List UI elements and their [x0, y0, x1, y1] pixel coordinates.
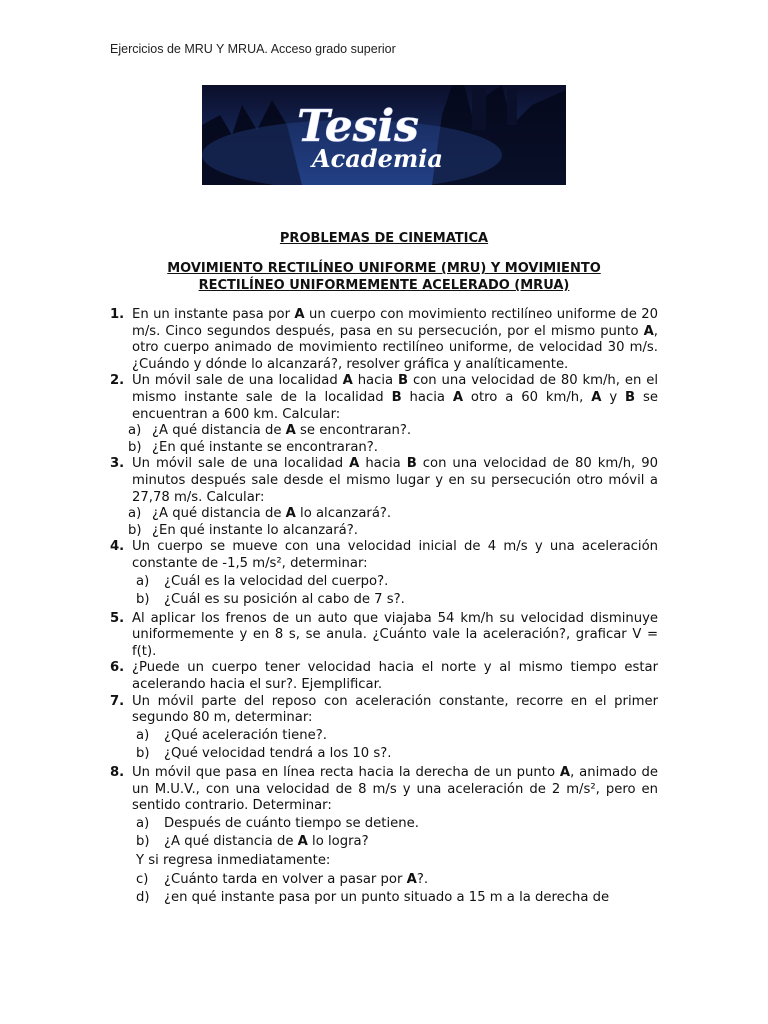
- subquestion-3a: [108, 506, 658, 523]
- subquestion-2b: [108, 440, 658, 457]
- problem-text: Al aplicar los frenos de un auto que viajaba 54 km/h su velocidad disminuye uniformemente y en 8 s, se anula. ¿Cuánto vale la aceleración?, graficar V = f(t).: [132, 610, 658, 659]
- subquestion-text: lo logra?: [307, 834, 369, 850]
- subquestion-text: ¿Cuál es su posición al cabo de 7 s?.: [164, 592, 405, 608]
- problem-8-continuation: Y si regresa inmediatamente:: [136, 853, 331, 868]
- subquestion-text: ¿Qué velocidad tendrá a los 10 s?.: [164, 746, 392, 762]
- subquestion-letter: a): [136, 573, 150, 589]
- problem-number: 2.: [110, 373, 125, 389]
- subquestion-text: ¿En qué instante lo alcanzará?.: [152, 522, 358, 538]
- problem-text: Un cuerpo se mueve con una velocidad inicial de 4 m/s y una aceleración constante de -1,5 m/s², determinar:: [132, 539, 658, 571]
- subquestion-8b: [108, 834, 658, 851]
- point-label: A: [643, 323, 654, 339]
- problem-7: [108, 694, 658, 727]
- subquestion-letter: b): [128, 522, 142, 538]
- subquestion-text: ¿Cuánto tarda en volver a pasar por: [164, 871, 407, 887]
- problem-3: [108, 456, 658, 506]
- subquestion-letter: b): [136, 592, 150, 608]
- subquestion-text: se encontraran?.: [295, 423, 412, 439]
- subquestion-letter: d): [136, 890, 150, 906]
- problem-number: 7.: [110, 693, 125, 709]
- problem-text: otro a 60 km/h,: [463, 389, 592, 405]
- problem-8: [108, 765, 658, 815]
- point-label: B: [406, 456, 417, 472]
- problem-1: [108, 307, 658, 373]
- problem-text: con una velocidad de 80 km/h, en el mismo instante sale de la localidad: [132, 373, 658, 405]
- point-label: A: [285, 506, 296, 522]
- subquestion-letter: a): [136, 727, 150, 743]
- problem-number: 8.: [110, 765, 125, 781]
- document-title: PROBLEMAS DE CINEMATICA: [279, 231, 489, 246]
- subquestion-text: lo alcanzará?.: [295, 506, 392, 522]
- point-label: B: [398, 373, 409, 389]
- problem-list: [108, 307, 658, 909]
- subquestion-text: ¿Qué aceleración tiene?.: [164, 727, 327, 743]
- problem-number: 3.: [110, 456, 125, 472]
- point-label: A: [559, 765, 571, 781]
- subquestion-7a: [108, 728, 658, 745]
- problem-text: Un móvil que pasa en línea recta hacia la derecha de un punto: [132, 765, 560, 781]
- problem-4: [108, 539, 658, 572]
- subquestion-letter: a): [136, 815, 150, 831]
- problem-text: con una velocidad de 80 km/h, 90 minutos después sale desde el mismo lugar y en su persecución otro móvil a 27,78 m/s. Calcular:: [132, 456, 658, 505]
- problem-2: [108, 373, 658, 423]
- problem-number: 4.: [110, 539, 125, 555]
- problem-number: 1.: [110, 307, 125, 322]
- document-subtitle: [120, 260, 648, 294]
- subquestion-text: ¿en qué instante pasa por un punto situado a 15 m a la derecha de: [164, 890, 610, 906]
- subquestion-3b: [108, 523, 658, 540]
- subquestion-text: ¿En qué instante se encontraran?.: [152, 439, 378, 455]
- subtitle-line-1: MOVIMIENTO RECTILÍNEO UNIFORME (MRU) Y MOVIMIENTO: [167, 261, 601, 276]
- subquestion-4b: [108, 592, 658, 609]
- logo-text-academia: Academia: [312, 144, 443, 173]
- subquestion-8a: [108, 816, 658, 833]
- logo-graphic: [202, 85, 566, 185]
- logo-text-tesis: Tesis: [297, 101, 419, 152]
- problem-text: hacia: [401, 389, 453, 405]
- point-label: B: [391, 389, 402, 405]
- problem-number: 5.: [110, 610, 125, 626]
- point-label: A: [297, 834, 308, 850]
- subquestion-text: ?.: [416, 871, 429, 887]
- subquestion-text: Después de cuánto tiempo se detiene.: [164, 815, 419, 831]
- point-label: A: [591, 389, 602, 405]
- point-label: A: [342, 373, 353, 389]
- problem-text: ¿Puede un cuerpo tener velocidad hacia el norte y al mismo tiempo estar acelerando hacia el sur?. Ejemplificar.: [132, 660, 658, 693]
- subtitle-line-2: RECTILÍNEO UNIFORMEMENTE ACELERADO (MRUA): [198, 278, 570, 293]
- page-header: Ejercicios de MRU Y MRUA. Acceso grado superior: [110, 42, 396, 56]
- problem-number: 6.: [110, 660, 125, 676]
- point-label: A: [349, 456, 360, 472]
- subquestion-text: ¿A qué distancia de: [152, 506, 286, 522]
- subquestion-letter: a): [128, 506, 142, 522]
- problem-text: , animado de un M.U.V., con una velocidad de 8 m/s y una aceleración de 2 m/s², pero en sentido contrario. Determinar:: [132, 765, 659, 814]
- subquestion-2a: [108, 423, 658, 440]
- problem-text: hacia: [352, 373, 399, 389]
- problem-text: un cuerpo con movimiento rectilíneo uniforme de 20 m/s. Cinco segundos después, pasa en su persecución, por el mismo punto: [132, 307, 659, 339]
- subquestion-letter: c): [136, 871, 149, 887]
- problem-text: y: [601, 389, 626, 405]
- subquestion-text: ¿A qué distancia de: [152, 423, 286, 439]
- subquestion-letter: b): [128, 439, 142, 455]
- problem-text: Un móvil parte del reposo con aceleración constante, recorre en el primer segundo 80 m, determinar:: [132, 693, 658, 726]
- subquestion-letter: b): [136, 834, 150, 850]
- problem-text: Un móvil sale de una localidad: [132, 456, 350, 472]
- point-label: A: [285, 423, 296, 439]
- subquestion-4a: [108, 574, 658, 591]
- problem-text: En un instante pasa por: [132, 307, 295, 322]
- problem-text: hacia: [359, 456, 407, 472]
- problem-5: [108, 611, 658, 661]
- problem-text: , otro cuerpo animado de movimiento rectilíneo uniforme, de velocidad 30 m/s. ¿Cuándo y dónde lo alcanzará?, resolver gráfica y analíticamente.: [132, 323, 658, 372]
- problem-6: [108, 660, 658, 693]
- point-label: B: [625, 389, 636, 405]
- subquestion-7b: [108, 746, 658, 763]
- subquestion-8d: [108, 890, 658, 907]
- problem-text: se encuentran a 600 km. Calcular:: [132, 389, 658, 422]
- subquestion-letter: a): [128, 423, 142, 439]
- point-label: A: [406, 871, 417, 887]
- point-label: A: [294, 307, 305, 322]
- subquestion-text: ¿Cuál es la velocidad del cuerpo?.: [164, 573, 389, 589]
- subquestion-letter: b): [136, 746, 150, 762]
- problem-text: Un móvil sale de una localidad: [132, 373, 343, 389]
- subquestion-8c: [108, 872, 658, 889]
- subquestion-text: ¿A qué distancia de: [164, 834, 298, 850]
- academia-logo: [202, 85, 566, 185]
- point-label: A: [452, 389, 464, 405]
